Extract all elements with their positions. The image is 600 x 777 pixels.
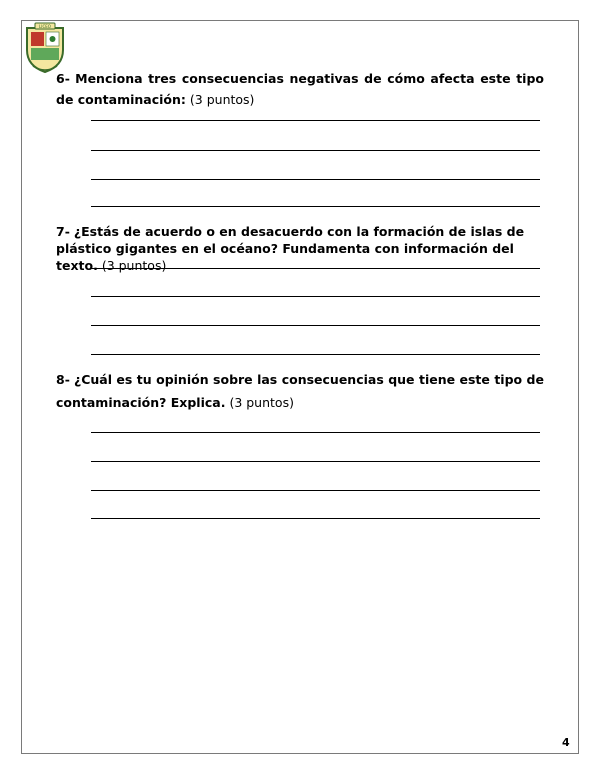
question-7 bbox=[56, 223, 544, 274]
question-8-points: (3 puntos) bbox=[229, 395, 294, 410]
answer-line[interactable] bbox=[91, 296, 540, 297]
answer-line[interactable] bbox=[91, 354, 540, 355]
answer-line[interactable] bbox=[91, 518, 540, 519]
answer-line[interactable] bbox=[91, 150, 540, 151]
answer-line[interactable] bbox=[91, 432, 540, 433]
question-8-text: ¿Cuál es tu opinión sobre las consecuencias que tiene este tipo de contaminación? Explica. bbox=[56, 372, 544, 410]
answer-line[interactable] bbox=[91, 268, 540, 269]
question-6-points: (3 puntos) bbox=[189, 92, 255, 107]
question-7-number: 7- bbox=[56, 224, 70, 239]
question-7-points: (3 puntos) bbox=[101, 258, 167, 273]
question-6-number: 6- bbox=[56, 71, 70, 86]
page-number: 4 bbox=[562, 736, 570, 749]
question-8-number: 8- bbox=[56, 372, 70, 387]
answer-line[interactable] bbox=[91, 120, 540, 121]
school-crest-icon bbox=[23, 22, 67, 74]
answer-line[interactable] bbox=[91, 179, 540, 180]
answer-line[interactable] bbox=[91, 490, 540, 491]
answer-line[interactable] bbox=[91, 461, 540, 462]
question-8 bbox=[56, 368, 544, 414]
question-6 bbox=[56, 68, 544, 110]
question-6-text: Menciona tres consecuencias negativas de cómo afecta este tipo de contaminación: bbox=[56, 71, 544, 107]
answer-line[interactable] bbox=[91, 206, 540, 207]
question-7-text: ¿Estás de acuerdo o en desacuerdo con la formación de islas de plástico gigantes en el océano? Fundamenta con información del texto. bbox=[56, 224, 525, 273]
answer-line[interactable] bbox=[91, 325, 540, 326]
crest-banner-text: LICEO bbox=[39, 24, 51, 29]
